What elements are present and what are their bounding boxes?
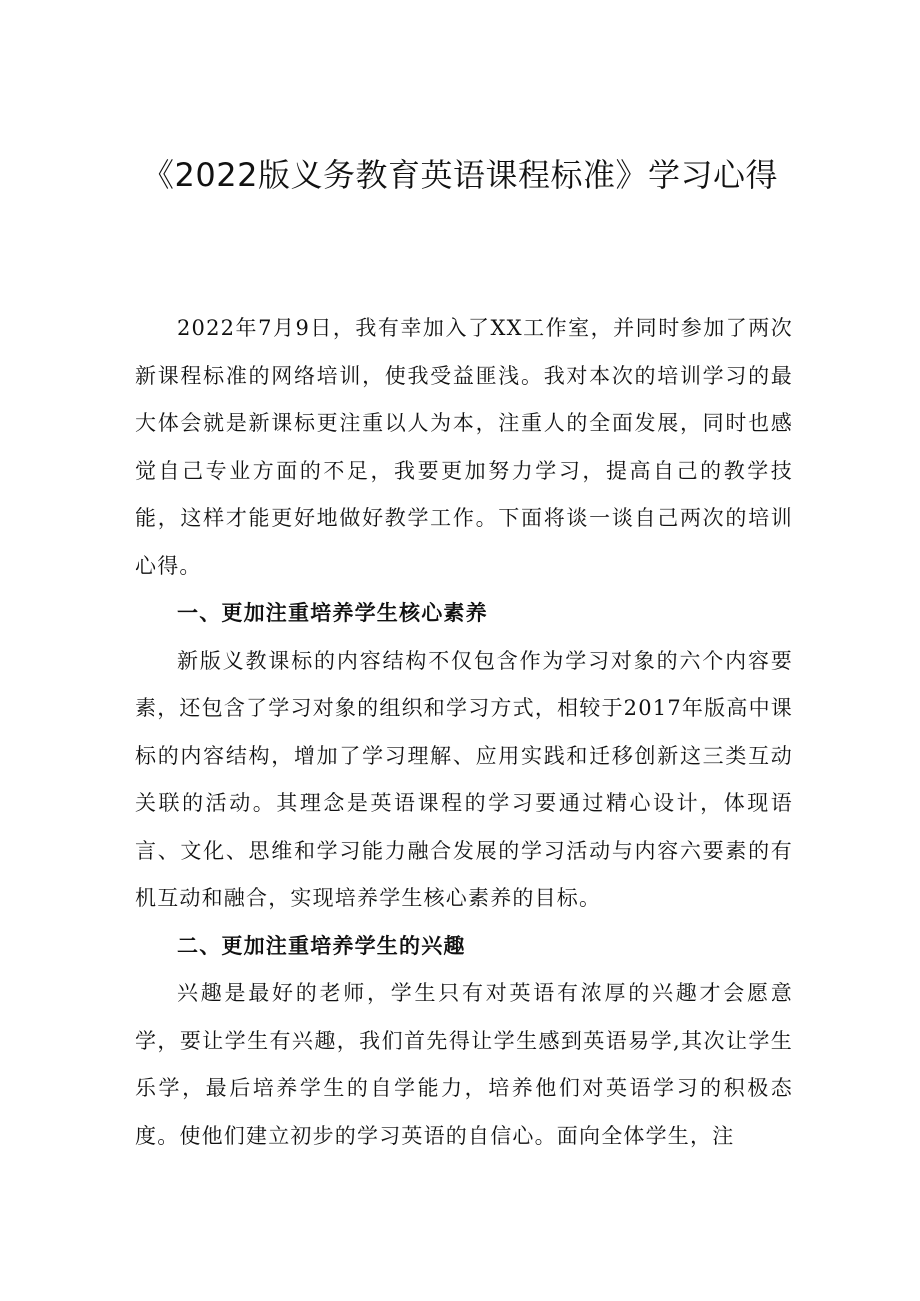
document-title: 《2022版义务教育英语课程标准》学习心得	[142, 156, 778, 194]
paragraph-core-literacy: 新版义教课标的内容结构不仅包含作为学习对象的六个内容要素，还包含了学习对象的组织和学习方式，相较于2017年版高中课标的内容结构，增加了学习理解、应用实践和迁移创新这三类互动关联的活动。其理念是英语课程的学习要通过精心设计，体现语言、文化、思维和学习能力融合发展的学习活动与内容六要素的有机互动和融合，实现培养学生核心素养的目标。	[135, 648, 793, 910]
document-body	[135, 305, 793, 1160]
section-heading-interest: 二、更加注重培养学生的兴趣	[177, 933, 466, 958]
paragraph-interest: 兴趣是最好的老师，学生只有对英语有浓厚的兴趣才会愿意学，要让学生有兴趣，我们首先得让学生感到英语易学,其次让学生乐学，最后培养学生的自学能力，培养他们对英语学习的积极态度。使他们建立初步的学习英语的自信心。面向全体学生，注	[135, 981, 793, 1148]
section-heading-core-literacy: 一、更加注重培养学生核心素养	[177, 601, 488, 625]
paragraph-intro: 2022年7月9日，我有幸加入了XX工作室，并同时参加了两次新课程标准的网络培训，使我受益匪浅。我对本次的培训学习的最大体会就是新课标更注重以人为本，注重人的全面发展，同时也感觉自己专业方面的不足，我要更加努力学习，提高自己的教学技能，这样才能更好地做好教学工作。下面将谈一谈自己两次的培训心得。	[135, 316, 793, 578]
